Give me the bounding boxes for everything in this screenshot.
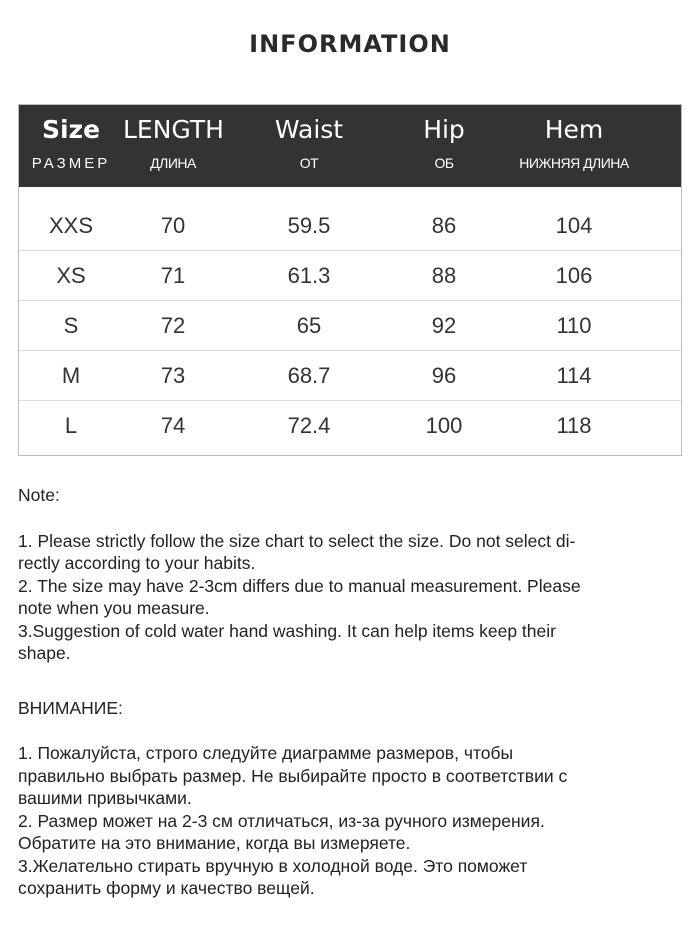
waist-cell: 61.3 xyxy=(287,263,331,288)
waist-cell: 59.5 xyxy=(287,213,331,238)
attention-heading: ВНИМАНИЕ: xyxy=(18,697,123,718)
header-hem-label: Hem xyxy=(544,115,604,144)
header-length-sublabel: ДЛИНА xyxy=(150,155,196,171)
note-line: rectly according to your habits. xyxy=(18,553,256,573)
length-cell: 72 xyxy=(160,313,186,338)
length-cell: 70 xyxy=(160,213,186,238)
attention-line: 3.Желательно стирать вручную в холодной воде. Это поможет xyxy=(18,855,528,876)
size-cell: XS xyxy=(56,263,86,288)
header-hip xyxy=(389,105,499,187)
header-size xyxy=(19,105,123,187)
header-waist-sublabel: ОТ xyxy=(299,155,319,171)
header-length-label: LENGTH xyxy=(123,115,224,144)
hip-cell: 100 xyxy=(425,413,463,438)
size-cell: M xyxy=(61,363,81,388)
header-hip-label: Hip xyxy=(423,115,465,144)
table-row xyxy=(19,301,681,351)
header-waist-label: Waist xyxy=(274,115,344,144)
header-size-label: Size xyxy=(41,115,101,144)
attention-line: правильно выбрать размер. Не выбирайте просто в соответствии с xyxy=(18,765,568,786)
note-line: note when you measure. xyxy=(18,598,210,618)
hem-cell: 118 xyxy=(556,413,592,438)
length-cell: 71 xyxy=(160,263,186,288)
attention-line: 2. Размер может на 2-3 см отличаться, из-за ручного измерения. xyxy=(18,810,545,831)
note-line: 2. The size may have 2-3cm differs due to manual measurement. Please xyxy=(18,575,581,596)
attention-line: 1. Пожалуйста, строго следуйте диаграмме размеров, чтобы xyxy=(18,743,514,763)
hip-cell: 96 xyxy=(431,363,457,388)
hip-cell: 92 xyxy=(431,313,457,338)
note-heading: Note: xyxy=(18,485,60,505)
table-row xyxy=(19,401,681,451)
hip-cell: 88 xyxy=(431,263,457,288)
notes-section xyxy=(18,484,678,900)
hem-cell: 110 xyxy=(556,313,592,338)
length-cell: 73 xyxy=(160,363,186,388)
header-length xyxy=(123,105,223,187)
size-cell: L xyxy=(64,413,78,438)
table-header xyxy=(19,105,681,187)
hip-cell: 86 xyxy=(431,213,457,238)
header-hem xyxy=(509,105,639,187)
waist-cell: 68.7 xyxy=(287,363,331,388)
waist-cell: 65 xyxy=(296,313,322,338)
attention-line: вашими привычками. xyxy=(18,788,192,808)
page-title: INFORMATION xyxy=(249,30,451,58)
header-waist xyxy=(239,105,379,187)
hem-cell: 114 xyxy=(556,363,592,388)
size-cell: XXS xyxy=(48,213,94,238)
size-chart-table xyxy=(18,104,682,456)
header-hem-sublabel: НИЖНЯЯ ДЛИНА xyxy=(519,155,629,171)
header-size-sublabel: РАЗМЕР xyxy=(31,155,111,172)
note-line: 3.Suggestion of cold water hand washing. It can help items keep their xyxy=(18,620,556,641)
table-row xyxy=(19,351,681,401)
hem-cell: 104 xyxy=(555,213,593,238)
hem-cell: 106 xyxy=(555,263,593,288)
header-hip-sublabel: ОБ xyxy=(434,155,454,171)
note-line: shape. xyxy=(18,643,71,663)
attention-line: Обратите на это внимание, когда вы измеряете. xyxy=(18,833,411,853)
waist-cell: 72.4 xyxy=(287,413,331,438)
size-cell: S xyxy=(63,313,79,338)
table-row xyxy=(19,201,681,251)
length-cell: 74 xyxy=(160,413,186,438)
attention-line: сохранить форму и качество вещей. xyxy=(18,878,315,898)
table-row xyxy=(19,251,681,301)
note-line: 1. Please strictly follow the size chart to select the size. Do not select di- xyxy=(18,530,576,551)
